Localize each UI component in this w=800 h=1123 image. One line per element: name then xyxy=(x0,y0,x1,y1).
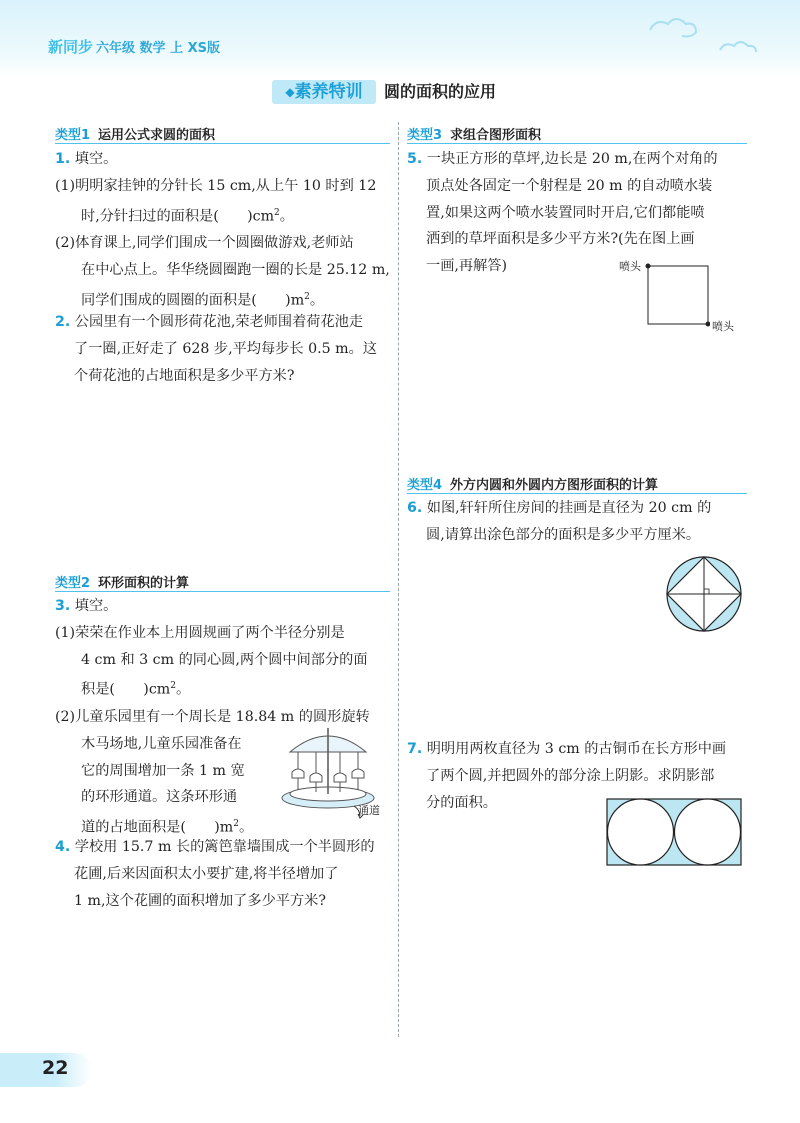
grade-label: 六年级 数学 上 XS版 xyxy=(96,41,220,56)
title-text: 圆的面积的应用 xyxy=(384,82,497,101)
two-coins-rectangle-diagram xyxy=(606,798,742,866)
brand-logo: 新同步 xyxy=(48,38,94,56)
cloud-decoration-icon xyxy=(640,8,790,58)
section-3-heading: 类型3 求组合图形面积 xyxy=(407,128,542,143)
section-4-heading: 类型4 外方内圆和外圆内方图形面积的计算 xyxy=(407,478,659,493)
question-3: 3. 填空。 (1)荣荣在作业本上用圆规画了两个半径分别是 4 cm 和 3 cm 的同心圆,两个圆中间部分的面 积是( )$cm^2$。 (2)儿童乐园里有一个周长是 18.84 m 的圆形旋转 木马场地,儿童乐园准备在 它的周围增加一条 1 m 宽 的环形通道。这条环形通 道的占地面积是( )$m^2$。 xyxy=(55,598,370,836)
page-number-tab xyxy=(0,1053,92,1087)
sprinkler-label-top: 喷头 xyxy=(619,260,641,273)
passage-label: 通道 xyxy=(358,804,380,817)
title-badge: ◆素养特训 xyxy=(272,80,376,104)
question-7: 7. 明明用两枚直径为 3 cm 的古铜币在长方形中画 了两个圆,并把圆外的部分涂上阴影。求阴影部 分的面积。 xyxy=(407,741,727,811)
question-6: 6. 如图,轩轩所住房间的挂画是直径为 20 cm 的 圆,请算出涂色部分的面积是多少平方厘米。 xyxy=(407,500,712,543)
sprinkler-label-bottom: 喷头 xyxy=(712,320,734,333)
circle-square-diagram xyxy=(664,554,744,634)
section-1-heading: 类型1 运用公式求圆的面积 xyxy=(55,128,216,143)
question-1: 1. 填空。 (1)明明家挂钟的分针长 15 cm,从上午 10 时到 12 时,分针扫过的面积是( )$cm^2$。 (2)体育课上,同学们围成一个圆圈做游戏,老师站 在中心点上。华华绕圆圈跑一圈的长是 25.12 m, 同学们围成的圆圈的面积是( )$m^2$。 xyxy=(55,151,390,309)
section-4-underline xyxy=(407,493,747,494)
page-number: 22 xyxy=(42,1057,69,1079)
question-5: 5. 一块正方形的草坪,边长是 20 m,在两个对角的 顶点处各固定一个射程是 20 m 的自动喷水装 置,如果这两个喷水装置同时开启,它们都能喷 洒到的草坪面积是多少平方米?(先在图上画 一画,再解答) xyxy=(407,151,718,275)
section-1-underline xyxy=(55,143,390,144)
question-2: 2. 公园里有一个圆形荷花池,荣老师围着荷花池走 了一圈,正好走了 628 步,平均每步长 0.5 m。这 个荷花池的占地面积是多少平方米? xyxy=(55,314,377,384)
question-4: 4. 学校用 15.7 m 长的篱笆靠墙围成一个半圆形的 花圃,后来因面积太小要扩建,将半径增加了 1 m,这个花圃的面积增加了多少平方米? xyxy=(55,839,375,909)
section-2-underline xyxy=(55,591,390,592)
section-3-underline xyxy=(407,143,747,144)
lawn-square-diagram xyxy=(640,260,710,330)
section-2-heading: 类型2 环形面积的计算 xyxy=(55,576,190,591)
column-divider xyxy=(398,122,399,1037)
